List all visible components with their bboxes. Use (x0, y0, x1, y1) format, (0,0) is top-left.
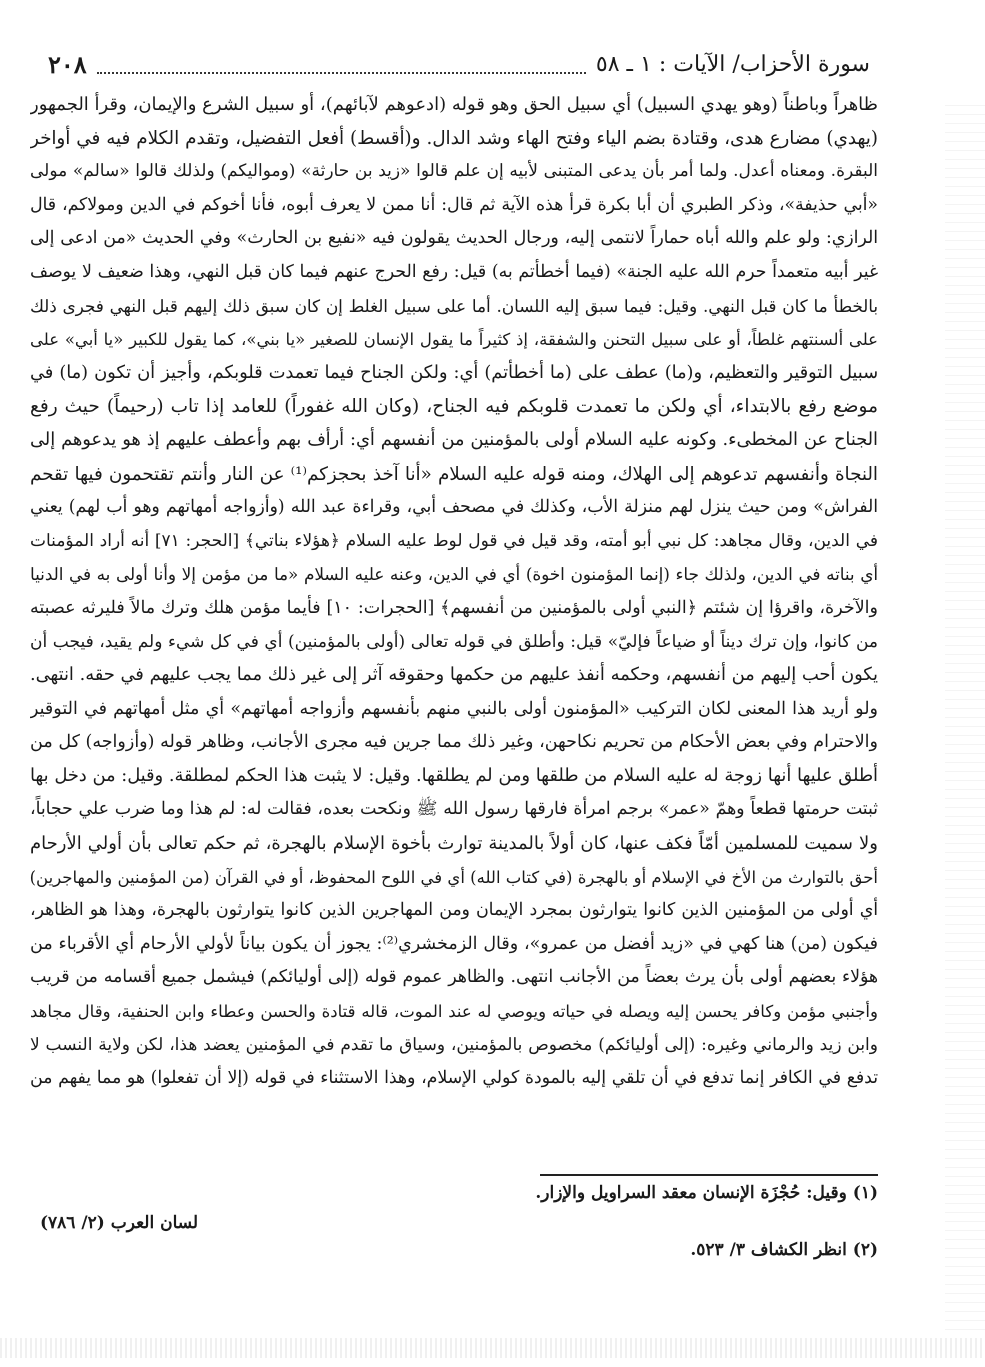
text-line: في الدين، وقال مجاهد: كل نبي أبو أمته، وقد قيل في قول لوط عليه السلام ﴿هؤلاء بناتي﴾ [الحجر: ٧١] أنه أراد المؤمنات (30, 530, 878, 551)
text-line: النجاة وأنفسهم تدعوهم إلى الهلاك، ومنه قوله عليه السلام «أنا آخذ بحجزكم⁽¹⁾ عن النار وأنتم تقتحمون فيها تقحم (30, 463, 878, 485)
text-line: تدفع في الكافر إنما تدفع في أن تلقي إليه بالمودة كولي الإسلام، وهذا الاستثناء في قوله (إلا أن تفعلوا) هو مما يفهم من (30, 1068, 878, 1089)
running-header (30, 44, 870, 84)
text-line: على ألسنتهم غلطاً، أو على سبيل التحنن والشفقة، إذ كثيراً ما يقول الإنسان للصغير «يا بني»، كما يقول للكبير «يا أبي» على (30, 330, 878, 350)
text-line: يكون أحب إليهم من أنفسهم، وحكمه أنفذ عليهم من حكمها وحقوقه آثر إلى غير ذلك مما يجب عليهم في حقه. انتهى. (30, 665, 878, 686)
footnote-1-reference: لسان العرب (٢/ ٧٨٦) (40, 1213, 199, 1233)
text-line: وابن زيد والرماني وغيره: (إلى أوليائكم) مخصوص بالمؤمنين، وسياق ما تقدم في المؤمنين يعضد هذا، لكن ولاية النسب لا (30, 1034, 878, 1055)
text-line: فيكون (من) هنا كهي في «زيد أفضل من عمرو»، وقال الزمخشري⁽²⁾: يجوز أن يكون بياناً لأولي الأرحام أي الأقرباء من (30, 933, 878, 954)
footnote-1: (١) وقيل: حُجْزَة الإنسان معقد السراويل والإزار. (535, 1183, 878, 1203)
text-line: أي أولى من المؤمنين الذين كانوا يتوارثون بمجرد الإيمان ومن المهاجرين الذين كانوا يتوارثون بالهجرة، وهذا هو الظاهر، (30, 900, 878, 921)
text-line: موضع رفع بالابتداء، أي ولكن ما تعمدت قلوبكم فيه الجناح، (وكان الله غفوراً) للعامد إذا تاب (رحيماً) حيث رفع (30, 396, 878, 418)
text-line: الفراش» ومن حيث ينزل لهم منزلة الأب، وكذلك في مصحف أبي، وقراءة عبد الله (وأزواجه أمهاتهم وهو أب لهم) يعني (30, 497, 878, 518)
text-line: ولو أريد هذا المعنى لكان التركيب «المؤمنون أولى بالنبي منهم بأنفسهم وأزواجه أمهاتهم» أي مثل أمهاتهم في التوقير (30, 698, 878, 719)
text-line: سبيل التوقير والتعظيم، و(ما) عطف على (ما أخطأتم) أي: ولكن الجناح فيما تعمدت قلوبكم، وأجيز أن تكون (ما) في (30, 362, 878, 383)
text-line: ثبتت حرمتها قطعاً وهمّ «عمر» برجم امرأة فارقها رسول الله ﷺ ونكحت بعده، فقالت له: لم هذا وما ضرب علي حجاباً، (30, 799, 878, 820)
text-line: (يهدي) مضارع هدى، وقتادة بضم الياء وفتح الهاء وشد الدال. و(أقسط) أفعل التفضيل، وتقدم الكلام فيه في أواخر (30, 127, 878, 149)
surah-title: سورة الأحزاب/ الآيات : ١ ـ ٥٨ (595, 51, 870, 77)
text-line: من كانوا، وإن ترك ديناً أو ضياعاً فإليّ» قيل: وأطلق في قوله تعالى (أولى بالمؤمنين) أي في كل شيء ولم يقيد، فيجب أن (30, 631, 878, 652)
text-line: «أبي حذيفة»، وذكر الطبري أن أبا بكرة قرأ هذه الآية ثم قال: أنا ممن لا يعرف أبوه، فأنا أخوكم في الدين ومولاكم، قال (30, 194, 878, 215)
text-line: والاحترام وفي بعض الأحكام من تحريم نكاحهن، وغير ذلك مما جرين فيه مجرى الأجانب، وظاهر قوله (وأزواجه) كل من (30, 732, 878, 753)
text-line: والآخرة، واقرؤا إن شئتم ﴿النبي أولى بالمؤمنين من أنفسهم﴾ [الحجرات: ١٠] فأيما مؤمن هلك وترك مالاً فليرثه عصبته (30, 597, 878, 618)
text-line: ولا سميت للمسلمين أمّاً فكف عنها، كان أولاً بالمدينة توارث بأخوة الإسلام بالهجرة، ثم حكم تعالى بأن أولي الأرحام (30, 833, 878, 855)
text-line: بالخطأ ما كان قبل النهي. وقيل: فيما سبق إليه اللسان. أما على سبيل الغلط إن كان سبق ذلك إليهم قبل النهي فجرى ذلك (30, 295, 878, 316)
page-number: ٢٠٨ (48, 49, 87, 79)
footnote-2: (٢) انظر الكشاف ٣/ ٥٢٣. (690, 1240, 878, 1260)
text-line: غير أبيه متعمداً حرم الله عليه الجنة» (فيما أخطأتم به) قيل: رفع الحرج عنهم فيما كان قبل النهي، وهذا ضعيف لا يوصف (30, 261, 878, 282)
text-line: وأجنبي مؤمن وكافر يحسن إليه ويصله في حياته ويوصي له عند الموت، قاله قتادة والحسن وعطاء وابن الحنفية، وقال مجاهد (30, 1002, 878, 1022)
text-line: أطلق عليها أنها زوجة له عليه السلام من طلقها ومن لم يطلقها. وقيل: لا يثبت هذا الحكم لمطلقة. وقيل: من دخل بها (30, 765, 878, 786)
main-text-block (30, 88, 878, 1096)
text-line: البقرة. ومعناه أعدل. ولما أمر بأن يدعى المتبنى لأبيه إن علم قالوا «زيد بن حارثة» (ومواليكم) ولذلك قالوا «سالم» مولى (30, 161, 878, 182)
text-line: هؤلاء بعضهم أولى بأن يرث بعضاً من الأجانب انتهى. والظاهر عموم قوله (إلى أوليائكم) فيشمل جميع أقسامه من قريب (30, 967, 878, 988)
text-line: الجناح عن المخطىء. وكونه عليه السلام أولى بالمؤمنين من أنفسهم أي: أرأف بهم وأعطف عليهم إذ هو يدعوهم إلى (30, 429, 878, 450)
text-line: أي بناته في الدين، ولذلك جاء (إنما المؤمنون اخوة) أي في الدين، وعنه عليه السلام «ما من مؤمن إلا وأنا أولى به في الدنيا (30, 564, 878, 585)
text-line: الرازي: ولو علم والله أباه حماراً لانتمى إليه، ورجال الحديث يقولون فيه «نفيع بن الحارث» وفي الحديث «من ادعى إلى (30, 228, 878, 249)
footnote-separator (540, 1174, 878, 1176)
text-line: ظاهراً وباطناً (وهو يهدي السبيل) أي سبيل الحق وهو قوله (ادعوهم لآبائهم)، أو سبيل الشرع والإيمان، وقرأ الجمهور (30, 94, 878, 115)
scan-edge-bottom (0, 1338, 985, 1358)
header-dot-leader (97, 54, 586, 74)
text-line: أحق بالتوارث من الأخ في الإسلام أو بالهجرة (في كتاب الله) أي في اللوح المحفوظ، أو في القرآن (من المؤمنين والمهاجرين) (30, 867, 878, 887)
scan-edge-right (945, 100, 985, 1330)
